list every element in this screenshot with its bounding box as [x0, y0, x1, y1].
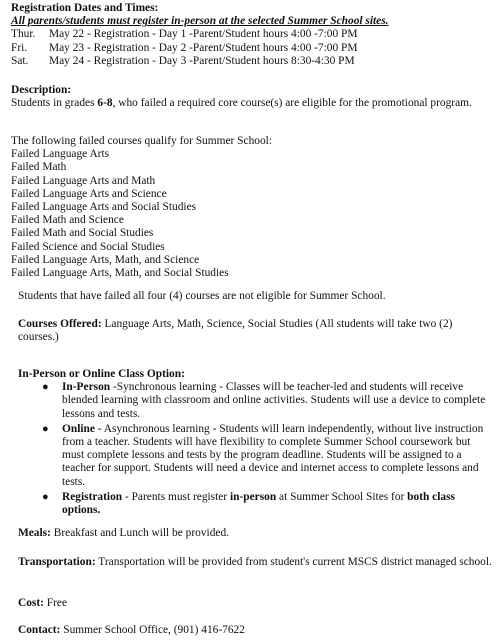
contact-label: Contact: [18, 624, 61, 636]
schedule-row [11, 28, 492, 41]
description-text [11, 97, 492, 110]
options-list [18, 381, 492, 517]
option-label: Registration [62, 490, 123, 503]
schedule-day: Fri. [11, 41, 28, 54]
option-bold: both class options. [62, 490, 455, 517]
option-registration [18, 491, 492, 517]
options-heading: In-Person or Online Class Option: [18, 368, 185, 380]
transportation-label: Transportation: [18, 556, 96, 568]
bullet-icon: ● [42, 422, 49, 435]
contact [18, 624, 492, 637]
courses-offered-label: Courses Offered: [18, 318, 102, 330]
cost [18, 597, 492, 610]
description-heading: Description: [11, 84, 72, 96]
option-online [18, 423, 492, 489]
contact-text: Summer School Office, (901) 416-7622 [60, 624, 245, 636]
description-text-a: Students in grades [11, 97, 98, 110]
description-text-b: , who failed a required core course(s) are eligible for the promotional program. [112, 97, 472, 110]
description-grades: 6-8 [97, 97, 113, 110]
schedule-text: May 24 - Registration - Day 3 -Parent/Student hours 8:30-4:30 PM [49, 54, 355, 67]
course-item: Failed Math and Social Studies [11, 227, 154, 240]
course-item: Failed Language Arts [11, 148, 110, 161]
course-item: Failed Language Arts and Social Studies [11, 201, 197, 214]
registration-schedule [11, 28, 492, 68]
course-item: Failed Language Arts and Math [11, 174, 156, 187]
meals-text: Breakfast and Lunch will be provided. [50, 527, 229, 539]
courses-offered-text: Language Arts, Math, Science, Social Studies (All students will take two (2) courses.) [18, 318, 453, 344]
schedule-text: May 22 - Registration - Day 1 -Parent/Student hours 4:00 -7:00 PM [49, 28, 358, 41]
courses-section [11, 135, 492, 280]
options-section [18, 368, 492, 519]
option-in-person [18, 381, 492, 421]
course-item: Failed Language Arts, Math, and Science [11, 253, 200, 266]
option-text: -Synchronous learning - Classes will be teacher-led and students will receive blended learning with classroom and online activities. Students will use a device to complete lessons and tests. [62, 381, 486, 420]
transportation [18, 556, 492, 569]
course-item: Failed Language Arts and Science [11, 187, 167, 200]
option-text: at Summer School Sites for [276, 490, 408, 503]
course-item: Failed Math [11, 161, 67, 174]
transportation-text: Transportation will be provided from student's current MSCS district managed school. [95, 556, 492, 568]
bullet-icon: ● [42, 381, 49, 394]
option-text: - Asynchronous learning - Students will learn independently, without live instruction from a teacher. Students will have flexibility to complete Summer School coursework but must complete lessons and tests by the program deadline. Students will be assigned to a teacher for support. Students will need a device and internet access to complete lessons and tests. [62, 422, 484, 488]
schedule-day: Thur. [11, 28, 36, 41]
cost-label: Cost: [18, 597, 44, 609]
schedule-text: May 23 - Registration - Day 2 -Parent/Student hours 4:00 -7:00 PM [49, 41, 358, 54]
meals [18, 527, 492, 540]
registration-heading: Registration Dates and Times: [11, 2, 159, 14]
option-label: In-Person [62, 381, 111, 394]
meals-label: Meals: [18, 527, 51, 539]
courses-intro: The following failed courses qualify for Summer School: [11, 135, 272, 147]
registration-notice: All parents/students must register in-person at the selected Summer School sites. [11, 15, 389, 28]
bullet-icon: ● [42, 490, 49, 503]
schedule-row [11, 55, 492, 68]
course-item: Failed Language Arts, Math, and Social Studies [11, 267, 229, 280]
option-text: - Parents must register [122, 490, 230, 503]
courses-offered [18, 318, 492, 344]
schedule-day: Sat. [11, 54, 29, 67]
option-bold: in-person [229, 490, 277, 503]
cost-text: Free [43, 597, 68, 609]
course-item: Failed Science and Social Studies [11, 240, 165, 253]
registration-section [11, 2, 492, 68]
description-section [11, 84, 492, 110]
course-item: Failed Math and Science [11, 214, 124, 227]
not-eligible-note: Students that have failed all four (4) courses are not eligible for Summer School. [18, 290, 386, 302]
option-label: Online [62, 422, 95, 435]
schedule-row [11, 42, 492, 55]
